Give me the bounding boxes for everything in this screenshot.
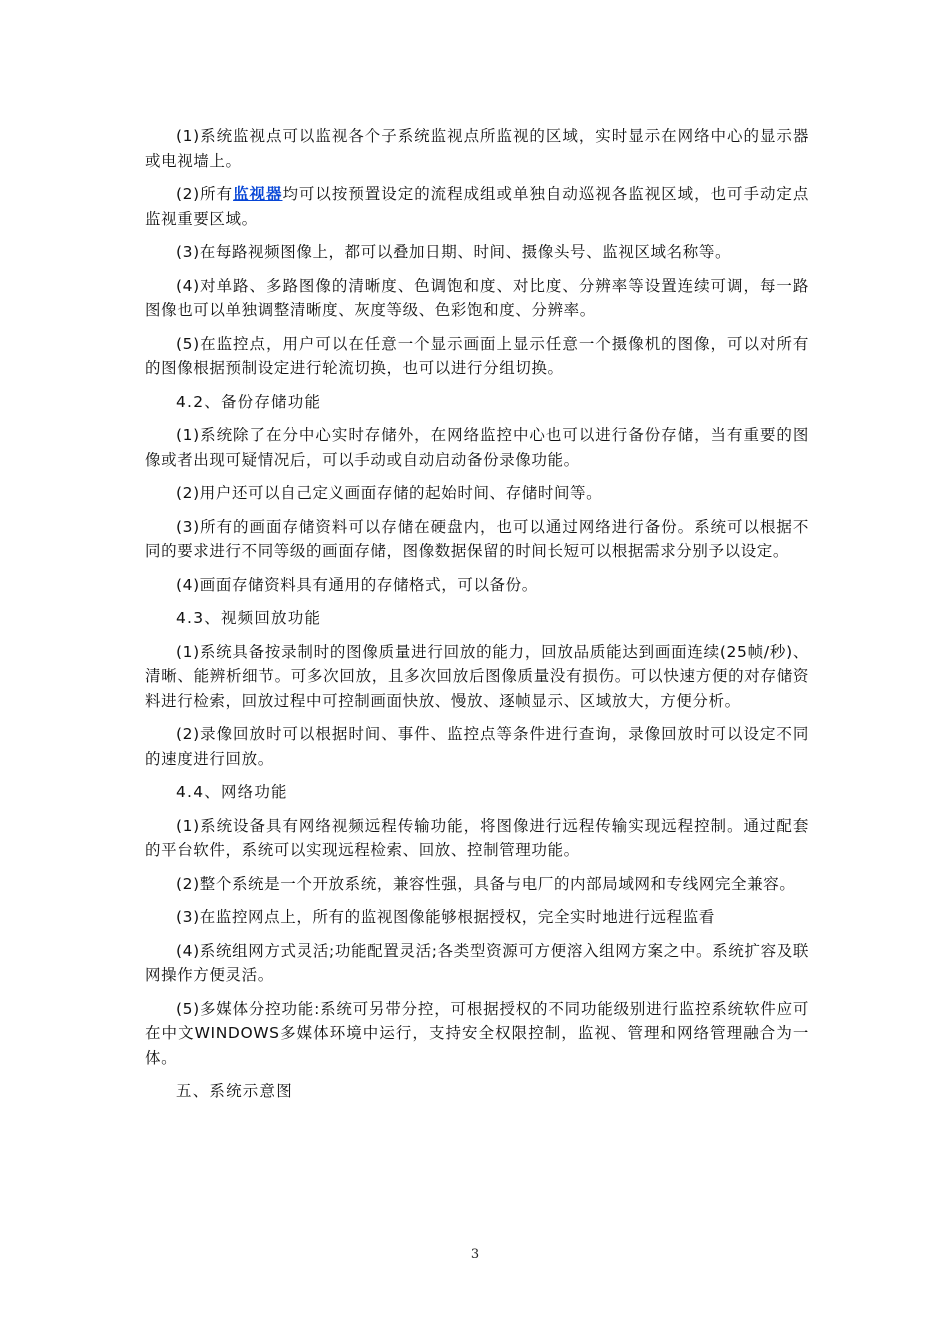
- section-heading-4-2: 4.2、备份存储功能: [176, 392, 322, 411]
- paragraph-16: (5)多媒体分控功能:系统可另带分控，可根据授权的不同功能级别进行监控系统软件应可在中文WINDOWS多媒体环境中运行，支持安全权限控制，监视、管理和网络管理融合为一体。: [145, 999, 809, 1067]
- paragraph-9: (4)画面存储资料具有通用的存储格式，可以备份。: [176, 575, 538, 594]
- paragraph-6: (1)系统除了在分中心实时存储外，在网络监控中心也可以进行备份存储，当有重要的图像或者出现可疑情况后，可以手动或自动启动备份录像功能。: [145, 426, 809, 469]
- section-heading-4-3: 4.3、视频回放功能: [176, 609, 322, 627]
- paragraph-3: (3)在每路视频图像上，都可以叠加日期、时间、摄像头号、监视区域名称等。: [176, 243, 732, 261]
- paragraph-5: (5)在监控点，用户可以在任意一个显示画面上显示任意一个摄像机的图像，可以对所有的图像根据预制设定进行轮流切换，也可以进行分组切换。: [145, 334, 809, 377]
- paragraph-1: (1)系统监视点可以监视各个子系统监视点所监视的区域，实时显示在网络中心的显示器或电视墙上。: [145, 127, 809, 170]
- paragraph-7: (2)用户还可以自己定义画面存储的起始时间、存储时间等。: [176, 484, 603, 502]
- section-heading-5: 五、系统示意图: [176, 1082, 293, 1100]
- paragraph-12: (1)系统设备具有网络视频远程传输功能，将图像进行远程传输实现远程控制。通过配套的平台软件，系统可以实现远程检索、回放、控制管理功能。: [145, 816, 809, 859]
- paragraph-13: (2)整个系统是一个开放系统，兼容性强，具备与电厂的内部局域网和专线网完全兼容。: [176, 874, 796, 893]
- paragraph-15: (4)系统组网方式灵活;功能配置灵活;各类型资源可方便溶入组网方案之中。系统扩容及联网操作方便灵活。: [145, 941, 809, 984]
- paragraph-11: (2)录像回放时可以根据时间、事件、监控点等条件进行查询，录像回放时可以设定不同的速度进行回放。: [145, 725, 809, 768]
- section-heading-4-4: 4.4、网络功能: [176, 783, 288, 801]
- paragraph-2-before: (2)所有: [176, 185, 234, 203]
- paragraph-4: (4)对单路、多路图像的清晰度、色调饱和度、对比度、分辨率等设置连续可调，每一路图像也可以单独调整清晰度、灰度等级、色彩饱和度、分辨率。: [145, 276, 809, 319]
- paragraph-10: (1)系统具备按录制时的图像质量进行回放的能力，回放品质能达到画面连续(25帧/秒)、清晰、能辨析细节。可多次回放，且多次回放后图像质量没有损伤。可以快速方便的对存储资料进行检索，回放过程中可控制画面快放、慢放、逐帧显示、区域放大，方便分析。: [145, 642, 809, 710]
- paragraph-14: (3)在监控网点上，所有的监视图像能够根据授权，完全实时地进行远程监看: [176, 908, 715, 926]
- paragraph-2-after: 均可以按预置设定的流程成组或单独自动巡视各监视区域，也可手动定点监视重要区域。: [145, 185, 809, 228]
- page-number: 3: [470, 1247, 480, 1262]
- paragraph-2: [145, 182, 809, 231]
- paragraph-8: (3)所有的画面存储资料可以存储在硬盘内，也可以通过网络进行备份。系统可以根据不同的要求进行不同等级的画面存储，图像数据保留的时间长短可以根据需求分别予以设定。: [145, 517, 809, 560]
- monitor-link[interactable]: 监视器: [233, 185, 283, 203]
- document-body: [145, 124, 809, 1113]
